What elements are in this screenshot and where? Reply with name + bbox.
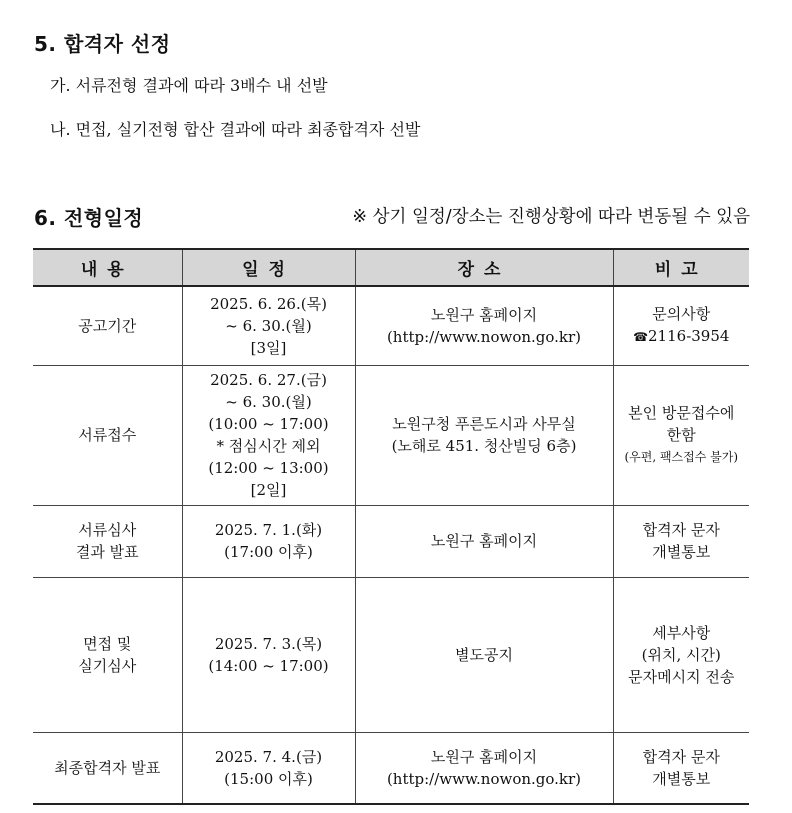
table-row — [33, 286, 749, 365]
cell-remark — [613, 365, 749, 505]
cell-line: ~ 6. 30.(월) — [225, 316, 312, 335]
cell-remark — [613, 577, 749, 732]
cell-line: 문의사항 — [652, 305, 711, 324]
cell-place — [355, 365, 613, 505]
cell-place — [355, 505, 613, 577]
cell-line: 노원구 홈페이지 — [430, 305, 538, 324]
table-row — [33, 505, 749, 577]
cell-content — [33, 732, 182, 804]
cell-schedule — [182, 286, 355, 365]
cell-line: (14:00 ~ 17:00) — [208, 656, 329, 675]
section-5-title: 5. 합격자 선정 — [34, 32, 171, 56]
cell-line: 개별통보 — [652, 543, 711, 561]
cell-content — [33, 286, 182, 365]
cell-line: (위치, 시간) — [641, 645, 721, 664]
cell-line: ~ 6. 30.(월) — [225, 393, 312, 411]
cell-line: 2025. 6. 27.(금) — [210, 371, 327, 389]
phone-number: 2116-3954 — [648, 327, 730, 346]
header-content: 내용 — [33, 249, 182, 286]
cell-line: 공고기간 — [78, 316, 137, 335]
cell-line: 개별통보 — [652, 769, 711, 788]
cell-line: 서류심사 — [78, 521, 137, 539]
cell-line: 문자메시지 전송 — [628, 667, 735, 686]
cell-line: (12:00 ~ 13:00) — [208, 459, 329, 477]
cell-content — [33, 505, 182, 577]
cell-line: * 점심시간 제외 — [216, 437, 321, 455]
table-row — [33, 577, 749, 732]
cell-line: 면접 및 — [83, 634, 132, 653]
cell-line: 노원구청 푸른도시과 사무실 — [392, 415, 576, 433]
header-schedule: 일정 — [182, 249, 355, 286]
cell-line: 세부사항 — [652, 623, 711, 642]
cell-line: (17:00 이후) — [224, 543, 313, 561]
cell-remark — [613, 732, 749, 804]
cell-line: 합격자 문자 — [642, 521, 720, 539]
cell-line: 결과 발표 — [75, 543, 139, 561]
cell-line: 노원구 홈페이지 — [430, 532, 538, 550]
website-link[interactable]: (http://www.nowon.go.kr) — [386, 327, 582, 346]
cell-place — [355, 286, 613, 365]
cell-line: (10:00 ~ 17:00) — [208, 415, 329, 433]
cell-line: 한함 — [666, 426, 696, 444]
cell-place — [355, 732, 613, 804]
cell-line: 실기심사 — [78, 656, 137, 675]
cell-line: [3일] — [250, 338, 287, 357]
cell-line: 2025. 7. 1.(화) — [214, 521, 323, 539]
website-link[interactable]: (http://www.nowon.go.kr) — [386, 769, 582, 788]
schedule-table — [33, 248, 749, 805]
cell-schedule — [182, 577, 355, 732]
header-remark: 비고 — [613, 249, 749, 286]
section-5-item-b: 나. 면접, 실기전형 합산 결과에 따라 최종합격자 선발 — [50, 120, 421, 139]
cell-content — [33, 577, 182, 732]
cell-line: 최종합격자 발표 — [54, 758, 161, 777]
cell-place — [355, 577, 613, 732]
cell-line: (15:00 이후) — [224, 769, 313, 788]
cell-line: 2025. 7. 4.(금) — [214, 747, 323, 766]
cell-line: (노해로 451. 청산빌딩 6층) — [391, 437, 577, 455]
cell-content — [33, 365, 182, 505]
cell-schedule — [182, 732, 355, 804]
table-header-row — [33, 249, 749, 286]
phone-icon: ☎ — [633, 330, 649, 345]
schedule-note: ※ 상기 일정/장소는 진행상황에 따라 변동될 수 있음 — [352, 207, 750, 227]
table-row — [33, 732, 749, 804]
cell-remark — [613, 286, 749, 365]
cell-line: 합격자 문자 — [642, 747, 720, 766]
cell-line: 노원구 홈페이지 — [430, 747, 538, 766]
cell-line: 본인 방문접수에 — [628, 404, 735, 422]
table-row — [33, 365, 749, 505]
cell-line: 서류접수 — [78, 426, 137, 444]
cell-remark — [613, 505, 749, 577]
cell-line: 2025. 6. 26.(목) — [210, 294, 327, 313]
cell-line: 별도공지 — [455, 645, 513, 664]
cell-line: (우편, 팩스접수 불가) — [624, 450, 739, 464]
section-6-title: 6. 전형일정 — [34, 206, 144, 230]
cell-line: [2일] — [250, 481, 287, 499]
cell-line — [616, 325, 748, 348]
section-5-item-a: 가. 서류전형 결과에 따라 3배수 내 선발 — [50, 76, 328, 95]
header-place: 장소 — [355, 249, 613, 286]
cell-schedule — [182, 505, 355, 577]
cell-schedule — [182, 365, 355, 505]
cell-line: 2025. 7. 3.(목) — [214, 634, 323, 653]
